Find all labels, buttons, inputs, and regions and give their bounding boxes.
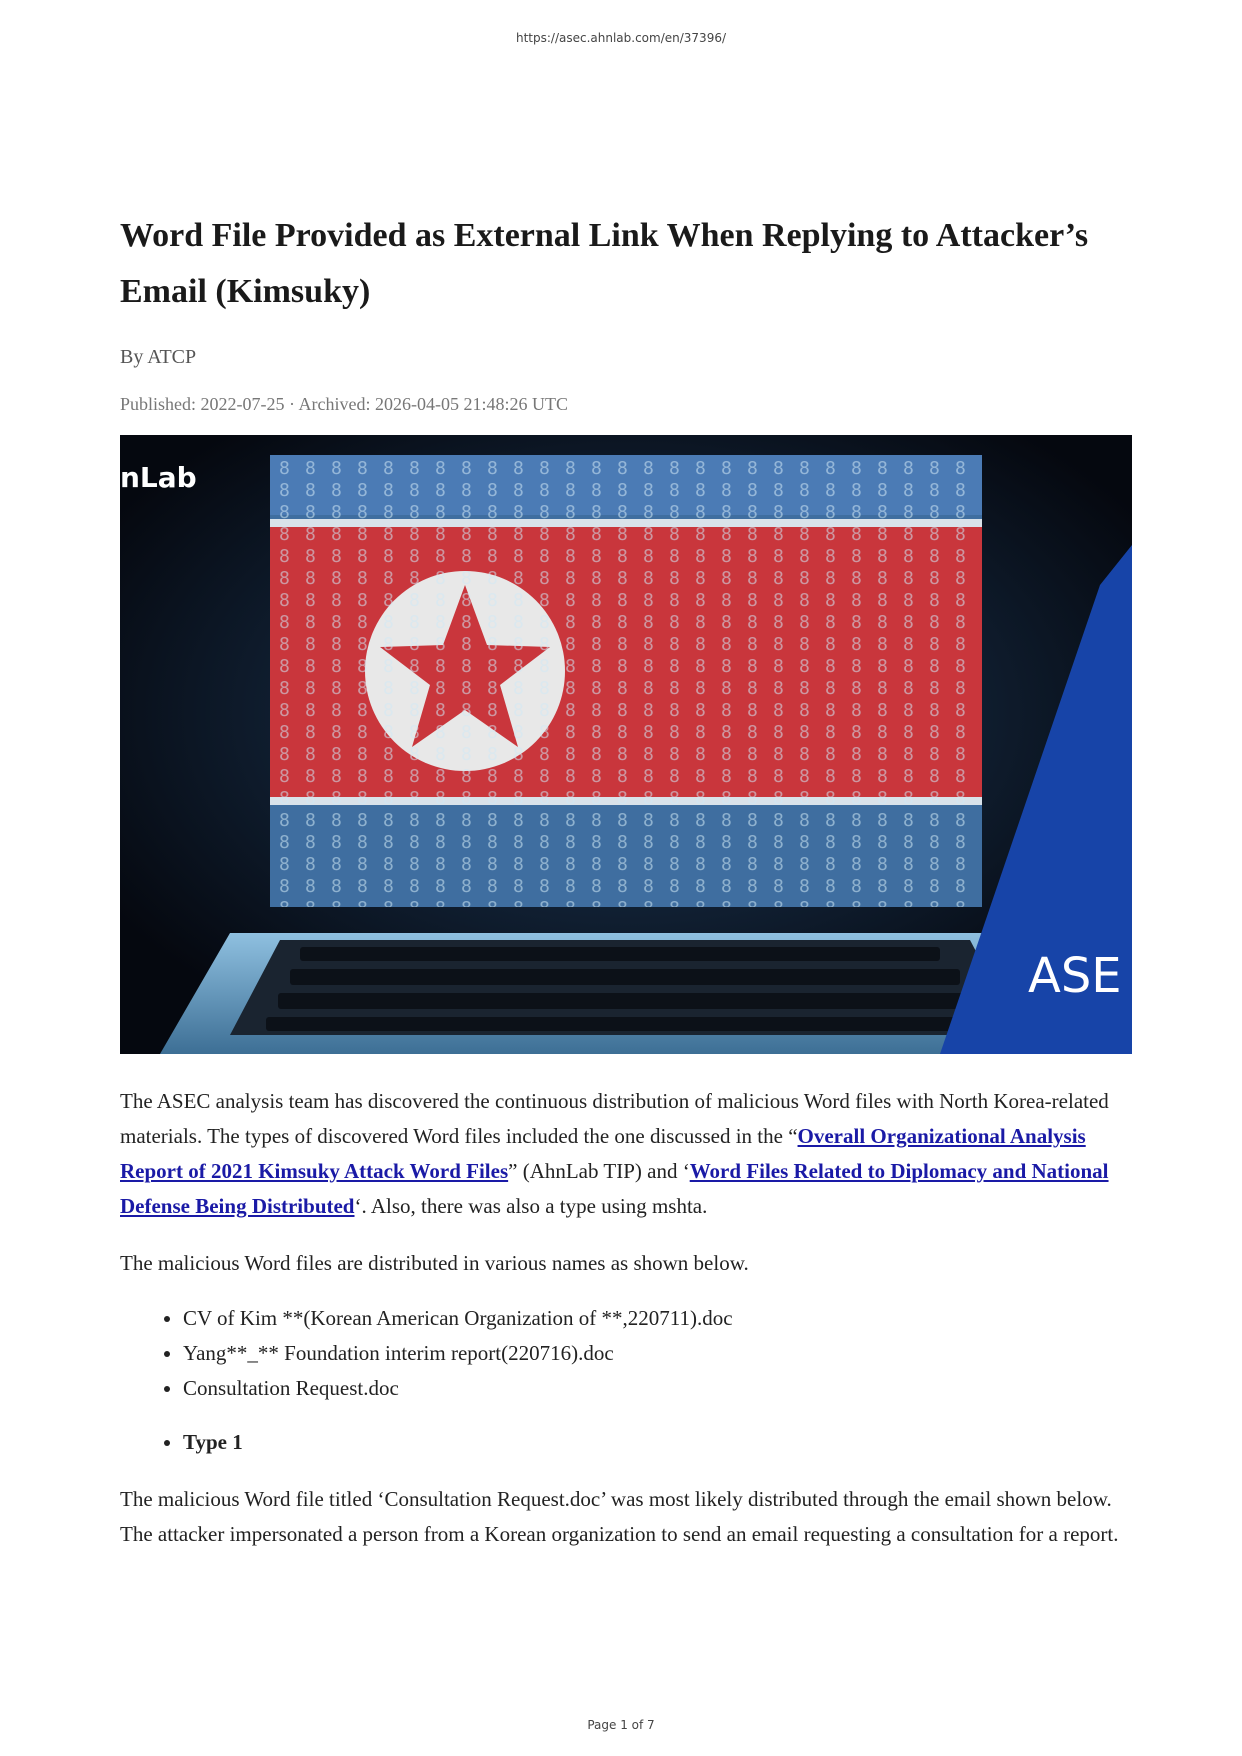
link-kimsuky-report[interactable]: Overall Organizational Analysis Report of 2021 Kimsuky Attack Word Files [120, 1124, 1086, 1183]
article-meta: Published: 2022-07-25 · Archived: 2026-04-05 21:48:26 UTC [120, 394, 568, 414]
hero-brand-text: ASE [1028, 948, 1122, 1004]
hero-image [120, 435, 1132, 1054]
article-title: Word File Provided as External Link When Replying to Attacker’s Email (Kimsuky) [120, 217, 1089, 310]
names-intro: The malicious Word files are distributed in various names as shown below. [120, 1251, 749, 1275]
article [120, 208, 1132, 1552]
file-name-list [120, 1301, 1132, 1406]
link-diplomacy-files[interactable]: Word Files Related to Diplomacy and National Defense Being Distributed [120, 1159, 1109, 1218]
type-paragraph: The malicious Word file titled ‘Consultation Request.doc’ was most likely distributed through the email shown below. The attacker impersonated a person from a Korean organization to send an email requesting a consultation for a report. [120, 1487, 1119, 1546]
type-heading: • Type 1 [183, 1425, 1132, 1460]
hero-logo-text: nLab [120, 461, 197, 494]
type-list [120, 1425, 1132, 1460]
list-item: • CV of Kim **(Korean American Organization of **,220711).doc [183, 1301, 1132, 1336]
intro-text-3: ‘. Also, there was also a type using mshta. [354, 1194, 708, 1218]
page-footer: Page 1 of 7 [587, 1718, 655, 1732]
intro-text-1: The ASEC analysis team has discovered the continuous distribution of malicious Word files with North Korea-related materials. The types of discovered Word files included the one discussed in the “ [120, 1089, 1109, 1148]
list-item: • Yang**_** Foundation interim report(220716).doc [183, 1336, 1132, 1371]
article-byline: By ATCP [120, 346, 197, 368]
list-item: • Consultation Request.doc [183, 1371, 1132, 1406]
page-url: https://asec.ahnlab.com/en/37396/ [515, 31, 727, 45]
intro-paragraph [120, 1084, 1132, 1224]
intro-text-2: ” (AhnLab TIP) and ‘ [508, 1159, 690, 1183]
